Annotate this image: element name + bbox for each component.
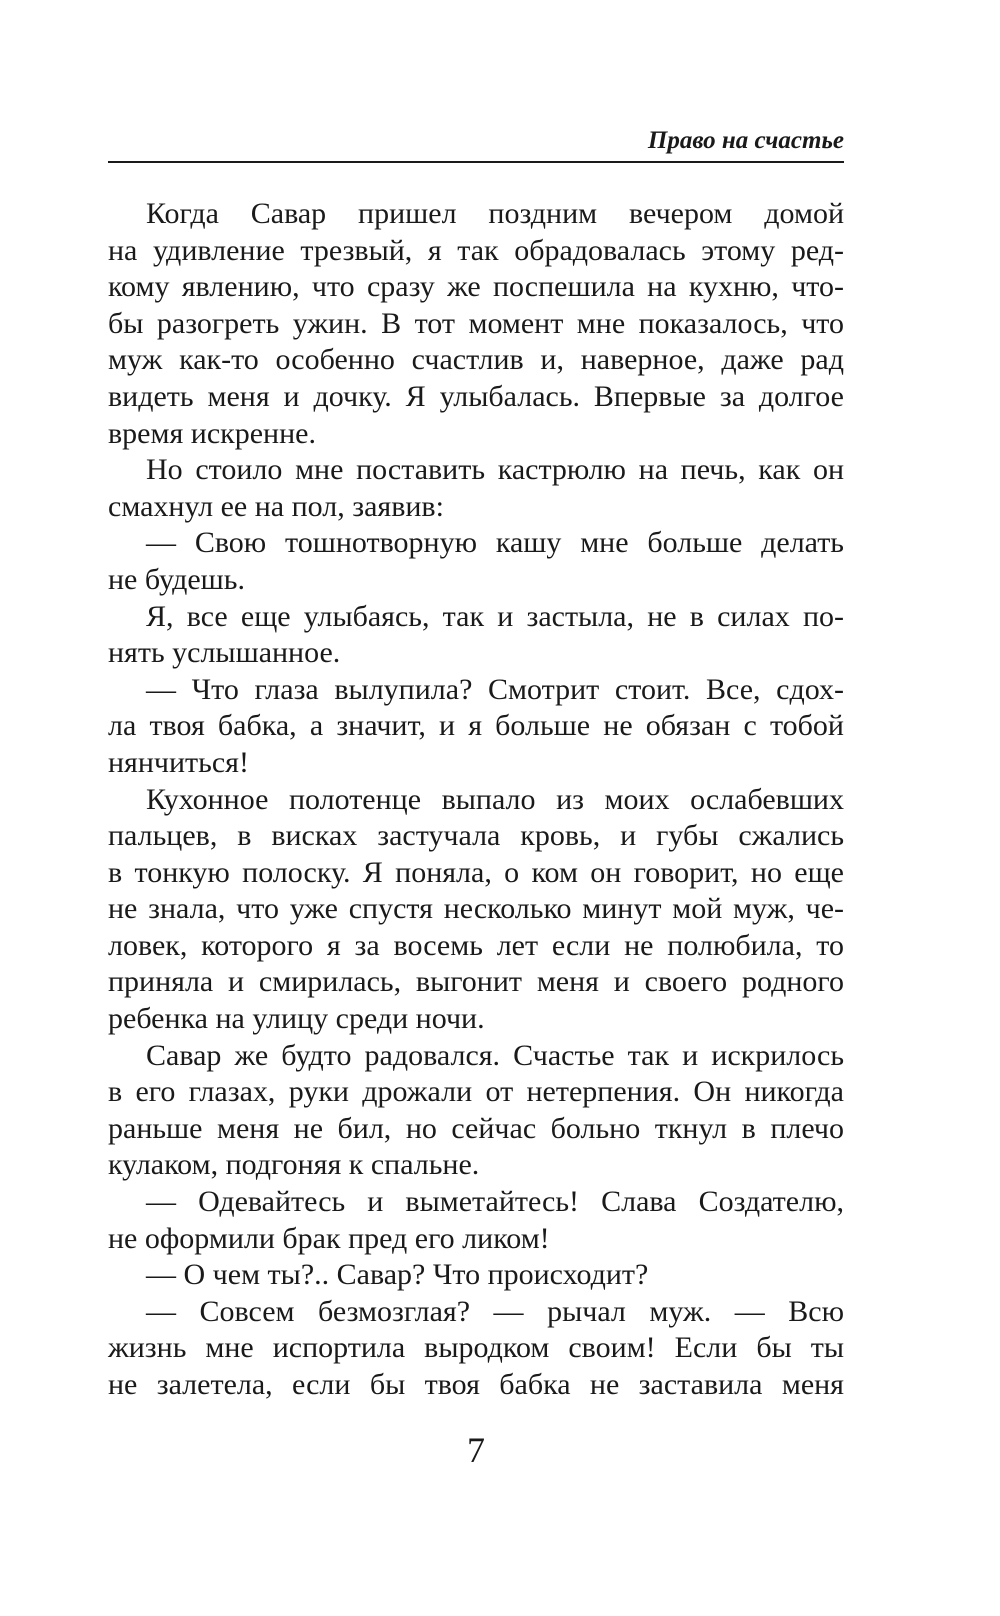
text-line: в его глазах, руки дрожали от нетерпения. Он никогда (108, 1075, 844, 1109)
text-line: на удивление трезвый, я так обрадовалась этому ред- (108, 233, 844, 267)
text-line: нянчиться! (108, 745, 249, 779)
text-line: Но стоило мне поставить кастрюлю на печь, как он (146, 453, 844, 487)
text-line: не залетела, если бы твоя бабка не заставила меня (108, 1368, 844, 1401)
text-line: время искренне. (108, 416, 316, 450)
text-line: — Что глаза вылупила? Смотрит стоит. Все, сдох- (146, 672, 844, 706)
text-line: — Совсем безмозглая? — рычал муж. — Всю (146, 1294, 844, 1328)
text-line: пальцев, в висках застучала кровь, и губы сжались (108, 819, 844, 853)
text-line: не будешь. (108, 562, 245, 596)
running-header: Право на счастье (647, 127, 844, 154)
text-line: приняла и смирилась, выгонит меня и своего родного (108, 965, 844, 999)
text-line: — Свою тошнотворную кашу мне больше делать (146, 526, 844, 560)
body-text (108, 196, 844, 1404)
text-line: ла твоя бабка, а значит, и я больше не обязан с тобой (108, 709, 844, 743)
text-line: Я, все еще улыбаясь, так и застыла, не в силах по- (146, 599, 844, 633)
text-line: смахнул ее на пол, заявив: (108, 489, 444, 523)
text-line: в тонкую полоску. Я поняла, о ком он говорит, но еще (108, 855, 844, 889)
text-line: раньше меня не бил, но сейчас больно ткнул в плечо (108, 1111, 844, 1145)
text-line: ловек, которого я за восемь лет если не полюбила, то (108, 928, 844, 962)
text-line: нять услышанное. (108, 636, 341, 670)
text-line: Когда Савар пришел поздним вечером домой (146, 197, 844, 230)
text-line: Кухонное полотенце выпало из моих ослабевших (146, 782, 844, 816)
header-rule (108, 161, 844, 163)
text-line: не оформили брак пред его ликом! (108, 1221, 550, 1255)
text-line: ребенка на улицу среди ночи. (108, 1002, 485, 1036)
text-line: кулаком, подгоняя к спальне. (108, 1148, 480, 1182)
text-line: муж как-то особенно счастлив и, наверное, даже рад (108, 343, 844, 377)
text-line: — Одевайтесь и выметайтесь! Слава Создателю, (146, 1185, 844, 1219)
text-line: жизнь мне испортила выродком своим! Если бы ты (108, 1331, 844, 1365)
text-line: кому явлению, что сразу же поспешила на кухню, что- (108, 270, 844, 304)
text-line: — О чем ты?.. Савар? Что происходит? (146, 1258, 649, 1292)
text-line: не знала, что уже спустя несколько минут мой муж, че- (108, 892, 844, 926)
text-line: Савар же будто радовался. Счастье так и искрилось (146, 1038, 844, 1072)
text-line: видеть меня и дочку. Я улыбалась. Впервые за долгое (108, 379, 844, 413)
text-line: бы разогреть ужин. В тот момент мне показалось, что (108, 306, 844, 340)
page-number: 7 (467, 1430, 485, 1470)
